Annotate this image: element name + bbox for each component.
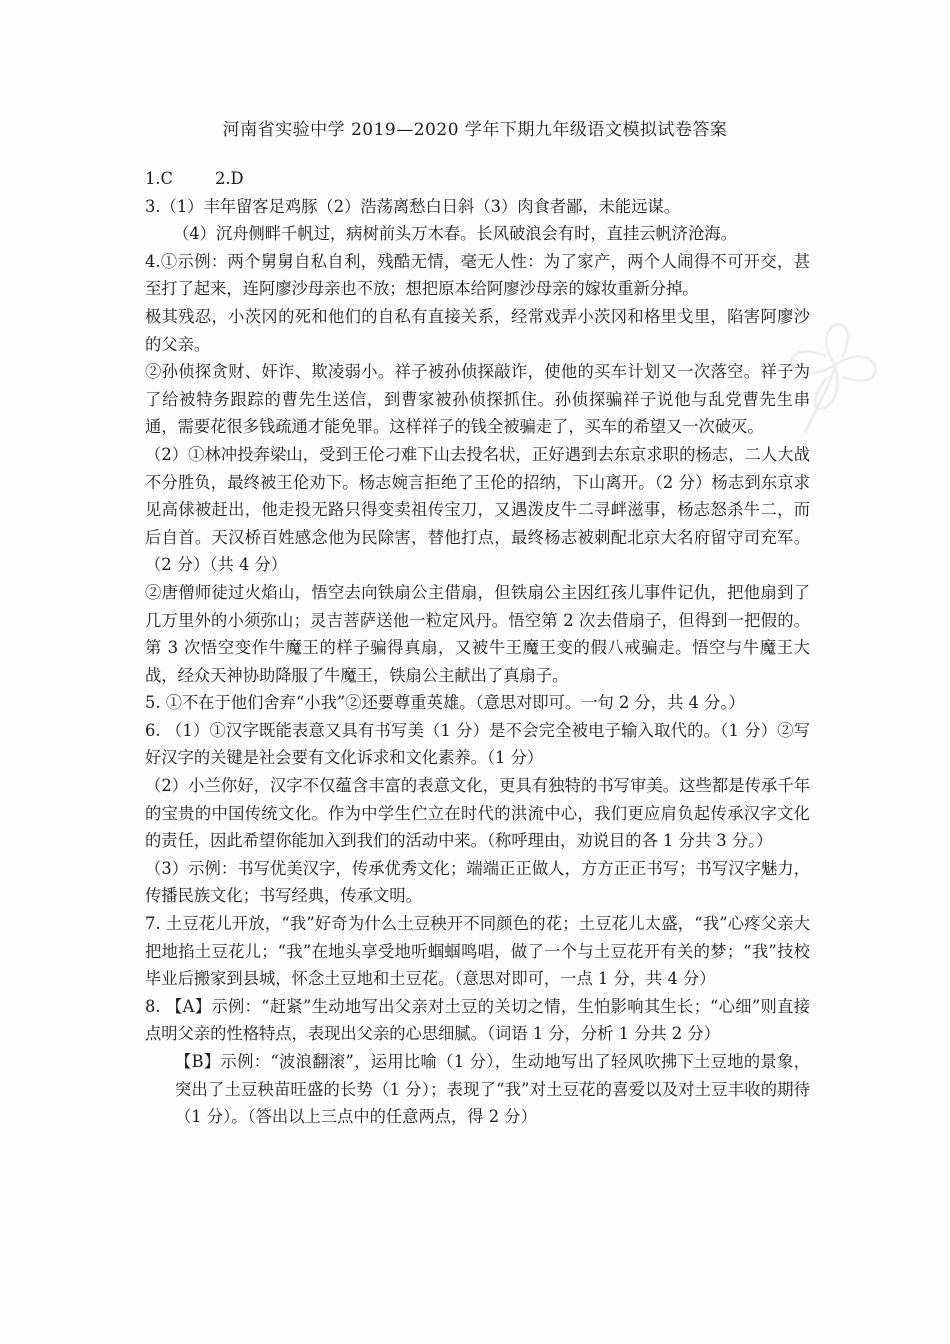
answer-8-b: 【B】示例：“波浪翻滚”，运用比喻（1 分），生动地写出了轻风吹拂下土豆地的景象，突出了土豆秧苗旺盛的长势（1 分）；表现了“我”对土豆花的喜爱以及对土豆丰收的期待（1 分）。（答出以上三点中的任意两点，得 2 分）	[175, 1052, 810, 1127]
answer-4-2-part-2: ②唐僧师徒过火焰山，悟空去向铁扇公主借扇，但铁扇公主因红孩儿事件记仇，把他扇到了几万里外的小须弥山；灵吉菩萨送他一粒定风丹。悟空第 2 次去借扇子，但得到一把假的。第 3 次悟空变作牛魔王的样子骗得真扇，又被牛王魔王变的假八戒骗走。悟空与牛魔王大战，经众天神协助降服了牛魔王，铁扇公主献出了真扇子。	[145, 582, 810, 685]
answer-6-3: （3）示例：书写优美汉字，传承优秀文化；端端正正做人，方方正正书写；书写汉字魅力，传播民族文化；书写经典，传承文明。	[145, 858, 810, 906]
answer-2: 2.D	[215, 169, 244, 188]
answer-4-part-1-cont: 极其残忍，小茨冈的死和他们的自私有直接关系，经常戏弄小茨冈和格里戈里，陷害阿廖沙的父亲。	[145, 306, 810, 354]
answer-8-a: 8. 【A】示例：“赶紧”生动地写出父亲对土豆的关切之情，生怕影响其生长；“心细”则直接点明父亲的性格特点，表现出父亲的心思细腻。（词语 1 分，分析 1 分共 2 分）	[145, 996, 810, 1044]
answer-3-line-1: 3.（1）丰年留客足鸡豚（2）浩荡离愁白日斜（3）肉食者鄙，未能远谋。	[145, 196, 681, 216]
answer-body	[145, 165, 810, 1131]
answer-3-line-2: （4）沉舟侧畔千帆过，病树前头万木春。长风破浪会有时，直挂云帆济沧海。	[173, 224, 737, 244]
document-title: 河南省实验中学 2019—2020 学年下期九年级语文模拟试卷答案	[222, 120, 728, 140]
answer-5: 5. ①不在于他们舍弃“小我”②还要尊重英雄。（意思对即可。一句 2 分，共 4 分。）	[145, 693, 745, 713]
answer-4-part-1: 4.①示例：两个舅舅自私自利，残酷无情，毫无人性：为了家产，两个人闹得不可开交，甚至打了起来，连阿廖沙母亲也不放；想把原本给阿廖沙母亲的嫁妆重新分掉。	[145, 251, 810, 299]
answer-7: 7. 土豆花儿开放，“我”好奇为什么土豆秧开不同颜色的花；土豆花儿太盛，“我”心疼父亲大把地掐土豆花儿；“我”在地头享受地听蝈蝈鸣唱，做了一个与土豆花开有关的梦；“我”技校毕业后搬家到县城，怀念土豆地和土豆花。（意思对即可，一点 1 分，共 4 分）	[145, 914, 810, 989]
answer-6-2: （2）小兰你好，汉字不仅蕴含丰富的表意文化，更具有独特的书写审美。这些都是传承千年的宝贵的中国传统文化。作为中学生伫立在时代的洪流中心，我们更应肩负起传承汉字文化的责任，因此希望你能加入到我们的活动中来。（称呼理由，劝说目的各 1 分共 3 分。）	[145, 776, 810, 851]
answer-4-2-part-1: （2）①林冲投奔梁山，受到王伦刁难下山去投名状，正好遇到去东京求职的杨志，二人大战不分胜负，最终被王伦劝下。杨志婉言拒绝了王伦的招纳，下山离开。（2 分）杨志到东京求见高俅被赶出，他走投无路只得变卖祖传宝刀，又遇泼皮牛二寻衅滋事，杨志怒杀牛二，而后自首。天汉桥百姓感念他为民除害，替他打点，最终杨志被刺配北京大名府留守司充军。（2 分）（共 4 分）	[145, 444, 810, 575]
answers-1-2	[145, 165, 810, 193]
answer-6-1: 6. （1）①汉字既能表意又具有书写美（1 分）是不会完全被电子输入取代的。（1 分）②写好汉字的关键是社会要有文化诉求和文化素养。（1 分）	[145, 720, 810, 768]
answer-1: 1.C	[145, 169, 173, 188]
answer-4-part-2: ②孙侦探贪财、奸诈、欺凌弱小。祥子被孙侦探敲诈，使他的买车计划又一次落空。祥子为了给被特务跟踪的曹先生送信，到曹家被孙侦探抓住。孙侦探骗祥子说他与乱党曹先生串通，需要花很多钱疏通才能免罪。这样祥子的钱全被骗走了，买车的希望又一次破灭。	[145, 362, 810, 437]
